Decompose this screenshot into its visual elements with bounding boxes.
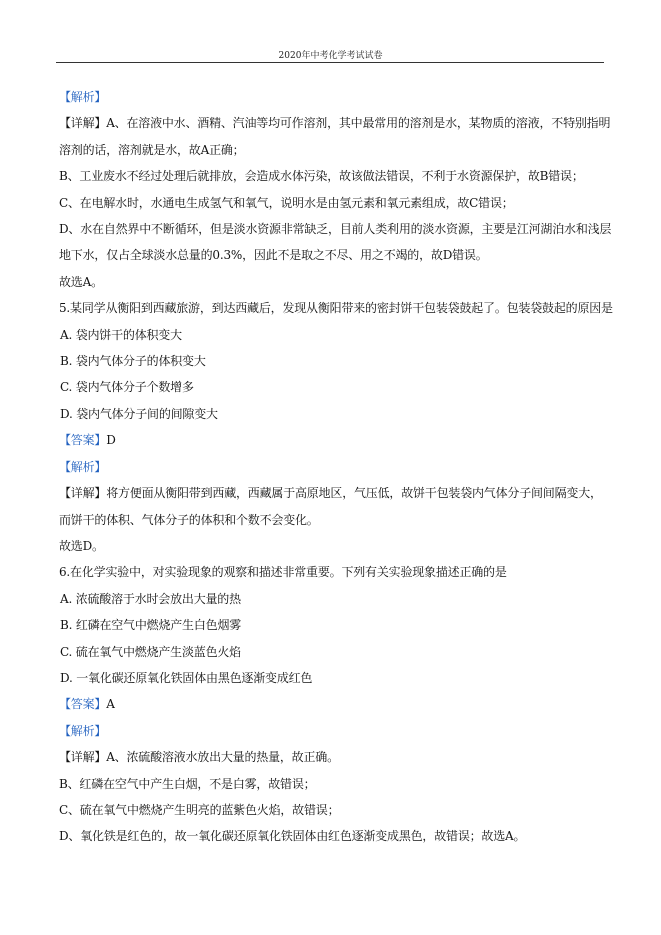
option-line: A. 浓硫酸溶于水时会放出大量的热 <box>60 591 241 606</box>
analysis-tag <box>59 454 607 480</box>
answer-tag-label: 【答案】 <box>59 433 107 448</box>
option-line: B. 袋内气体分子的体积变大 <box>60 354 206 369</box>
text-line: D、氧化铁是红色的，故一氧化碳还原氧化铁固体由红色逐渐变成黑色，故错误；故选A。 <box>59 829 526 844</box>
answer-value: A <box>106 697 115 712</box>
answer-value: D <box>106 433 116 448</box>
answer-line <box>59 691 607 717</box>
text-line: 地下水，仅占全球淡水总量的0.3%，因此不是取之不尽、用之不竭的，故D错误。 <box>59 248 488 263</box>
text-line: 故选D。 <box>59 538 104 553</box>
text-line: C、在电解水时，水通电生成氢气和氧气，说明水是由氢元素和氧元素组成，故C错误； <box>59 195 514 210</box>
header-divider <box>56 62 604 63</box>
document-body <box>59 84 613 850</box>
text-line: B、红磷在空气中产生白烟，不是白雾，故错误； <box>59 776 316 791</box>
text-line: 而饼干的体积、气体分子的体积和个数不会变化。 <box>59 512 319 527</box>
answer-tag-label: 【答案】 <box>59 697 107 712</box>
text-line: D、水在自然界中不断循环，但是淡水资源非常缺乏，目前人类利用的淡水资源，主要是江河湖泊水和浅层 <box>59 222 612 237</box>
option-line: A. 袋内饼干的体积变大 <box>60 327 182 342</box>
text-line: 【详解】A、在溶液中水、酒精、汽油等均可作溶剂，其中最常用的溶剂是水，某物质的溶液，不特别指明 <box>59 116 611 131</box>
text-line: B、工业废水不经过处理后就排放，会造成水体污染，故该做法错误，不利于水资源保护，故B错误； <box>59 169 584 184</box>
text-line: C、硫在氧气中燃烧产生明亮的蓝紫色火焰，故错误； <box>59 802 340 817</box>
option-line: D. 袋内气体分子间的间隙变大 <box>60 406 218 421</box>
text-line: 【详解】将方便面从衡阳带到西藏，西藏属于高原地区，气压低，故饼干包装袋内气体分子间间隔变大， <box>59 486 602 501</box>
option-line: B. 红磷在空气中燃烧产生白色烟雾 <box>60 618 242 633</box>
analysis-tag-label: 【解析】 <box>59 459 107 474</box>
analysis-tag <box>59 84 607 110</box>
text-line: 【详解】A、浓硫酸溶液水放出大量的热量，故正确。 <box>59 750 339 765</box>
text-line: 6.在化学实验中，对实验现象的观察和描述非常重要。下列有关实验现象描述正确的是 <box>59 565 507 580</box>
text-line: 5.某同学从衡阳到西藏旅游，到达西藏后，发现从衡阳带来的密封饼干包装袋鼓起了。包装袋鼓起的原因是 <box>59 301 613 316</box>
option-line: C. 硫在氧气中燃烧产生淡蓝色火焰 <box>60 644 241 659</box>
analysis-tag-label: 【解析】 <box>59 90 107 104</box>
option-line: D. 一氧化碳还原氧化铁固体由黑色逐渐变成红色 <box>60 670 313 685</box>
analysis-tag <box>59 718 607 744</box>
page-header: 2020年中考化学考试试卷 <box>278 51 383 61</box>
text-line: 溶剂的话，溶剂就是水，故A正确； <box>59 142 245 157</box>
analysis-tag-label: 【解析】 <box>59 723 107 738</box>
text-line: 故选A。 <box>59 274 103 289</box>
answer-line <box>59 427 607 453</box>
option-line: C. 袋内气体分子个数增多 <box>60 380 194 395</box>
